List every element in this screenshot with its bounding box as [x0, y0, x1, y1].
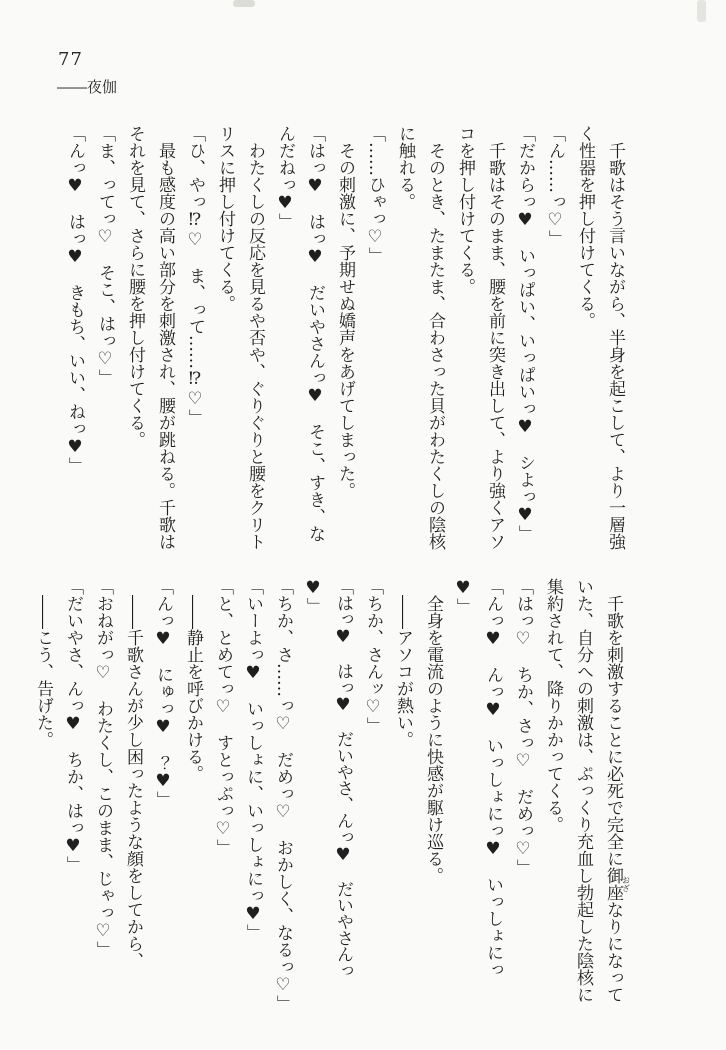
dialogue-line: 「と、とめてっ♡ すとっぷっ♡」: [213, 578, 233, 856]
dialogue-line: 「……ひゃっ♡」: [365, 125, 385, 264]
narration-line: わたくしの反応を見るや否や、ぐりぐりと腰をクリトリスに押し付けてくる。: [215, 125, 265, 550]
narration-line: 千歌はそのまま、腰を前に突き出して、より強くアソコを押し付けてくる。: [455, 125, 505, 550]
running-header: ――夜伽: [57, 78, 118, 96]
narration-line: 千歌はそう言いながら、半身を起こして、より一層強く性器を押し付けてくる。: [575, 125, 625, 550]
narration-line: ――アソコが熱い。: [393, 595, 413, 748]
dialogue-line: 「ん……っ♡」: [545, 125, 565, 247]
dialogue-line: 「ひ、やっ⁉♡ ま、って……⁉♡」: [185, 125, 205, 426]
narration-line: ――こう、告げた。: [33, 595, 53, 748]
page-number: 77: [58, 49, 83, 70]
dialogue-line: 「んっ♥ にゅっ♥ ？♥」: [153, 578, 173, 808]
narration-line: 全身を電流のように快感が駆け巡る。: [423, 595, 443, 884]
dialogue-line: 「ちか、さんッ♡」: [363, 578, 383, 734]
narration-text: なりになっていた、自分への刺激は、ぷっくり充血し勃起した陰核に集約されて、降りかかってくる。: [543, 578, 623, 1003]
dialogue-line: 「はっ♥ はっ♥ だいやさんっ♥ そこ、すき、なんだねっ♥」: [275, 125, 325, 542]
ruby-base: 御座: [603, 867, 623, 901]
dialogue-line: 「だからっ♥ いっぱい、いっぱいっ♥ シよっ♥」: [515, 125, 535, 542]
scan-artifact: [697, 0, 706, 22]
text-section-top: [60, 125, 630, 552]
dialogue-line: 「だいやさ、んっ♥ ちか、はっ♥」: [63, 578, 83, 873]
dialogue-line: 「はっ♡ ちか、さっ♡ だめっ♡」: [513, 578, 533, 876]
dialogue-line: 「んっ♥ んっ♥ いっしょにっ♥ いっしょにっ♥」: [453, 578, 503, 978]
narration-line: その刺激に、予期せぬ嬌声をあげてしまった。: [335, 142, 355, 499]
narration-line: 最も感度の高い部分を刺激され、腰が跳ねる。千歌はそれを見て、さらに腰を押し付けてくる。: [125, 125, 175, 550]
dialogue-line: 「いーよっ♥ いっしょに、いっしょにっ♥」: [243, 578, 263, 941]
ruby-annotation: [603, 867, 631, 901]
narration-text: 千歌を刺激することに必死で完全に: [603, 595, 623, 867]
scan-artifact: [233, 0, 255, 7]
text-section-bottom: [28, 578, 631, 1012]
furigana: おざ: [621, 867, 631, 901]
dialogue-line: 「ま、ってっ♡ そこ、はっ♡」: [95, 125, 115, 386]
narration-line: ――静止を呼びかける。: [183, 595, 203, 782]
narration-line: そのとき、たまたま、合わさった貝がわたくしの陰核に触れる。: [395, 125, 445, 550]
dialogue-line: 「はっ♥ はっ♥ だいやさ、んっ♥ だいやさんっ♥」: [303, 578, 353, 979]
narration-line: ――千歌さんが少し困ったような顔をしてから、: [123, 595, 143, 969]
dialogue-line: 「おねがっ♡ わたくし、このまま、じゃっ♡」: [93, 578, 113, 958]
dialogue-line: 「ちか、さ……っ♡ だめっ♡ おかしく、なるっ♡」: [273, 578, 293, 1012]
dialogue-line: 「んっ♥ はっ♥ きもち、いい、ねっ♥」: [65, 125, 85, 474]
narration-line: [538, 578, 630, 1005]
